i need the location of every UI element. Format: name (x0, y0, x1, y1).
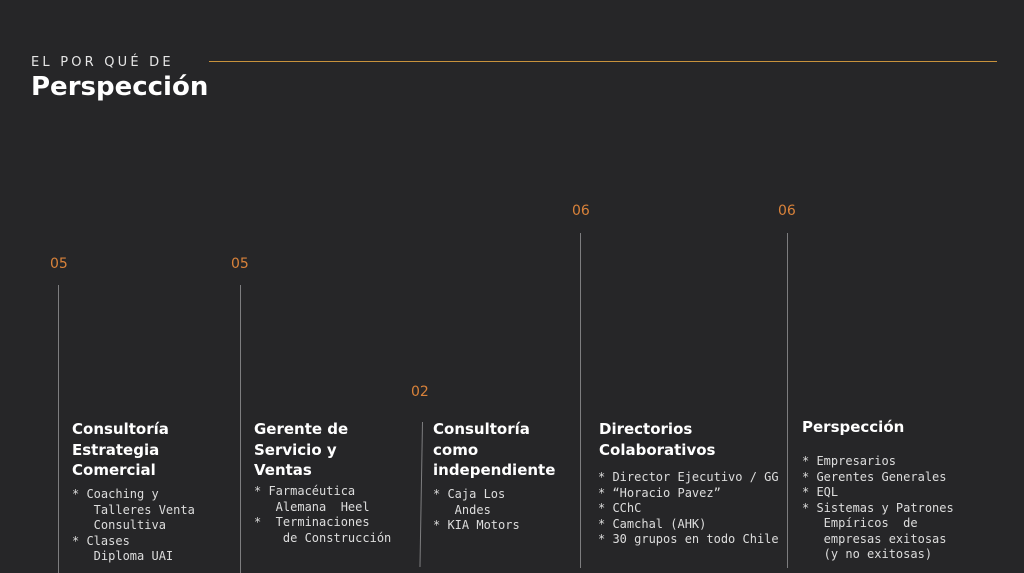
column-5-divider (787, 233, 788, 568)
column-4-divider (580, 233, 581, 568)
column-4-items: * Director Ejecutivo / GG * “Horacio Pavez” * CChC * Camchal (AHK) * 30 grupos en todo Chile (598, 470, 779, 546)
column-2-heading: Gerente de Servicio y Ventas (254, 420, 349, 479)
column-1-heading: Consultoría Estrategia Comercial (72, 420, 169, 479)
column-3-items: * Caja Los Andes * KIA Motors (433, 487, 520, 532)
column-5-items: * Empresarios * Gerentes Generales * EQL * Sistemas y Patrones Empíricos de empresas exitosas (y no exitosas) (802, 454, 954, 561)
column-2-items: * Farmacéutica Alemana Heel * Terminaciones de Construcción (254, 484, 392, 545)
column-4-number: 06 (572, 203, 590, 219)
column-3-heading: Consultoría como independiente (433, 420, 556, 479)
column-1-divider (58, 285, 59, 573)
column-4-heading: Directorios Colaborativos (599, 420, 716, 459)
column-3-divider (419, 422, 423, 567)
column-2-number: 05 (231, 256, 249, 272)
column-5-number: 06 (778, 203, 796, 219)
column-2-divider (240, 285, 241, 573)
eyebrow-label: EL POR QUÉ DE (31, 55, 174, 70)
column-3-number: 02 (411, 384, 429, 400)
page-title: Perspección (31, 72, 209, 102)
column-1-items: * Coaching y Talleres Venta Consultiva * Clases Diploma UAI (72, 487, 195, 563)
column-1-number: 05 (50, 256, 68, 272)
header-rule (209, 61, 997, 62)
column-5-heading: Perspección (802, 418, 905, 436)
